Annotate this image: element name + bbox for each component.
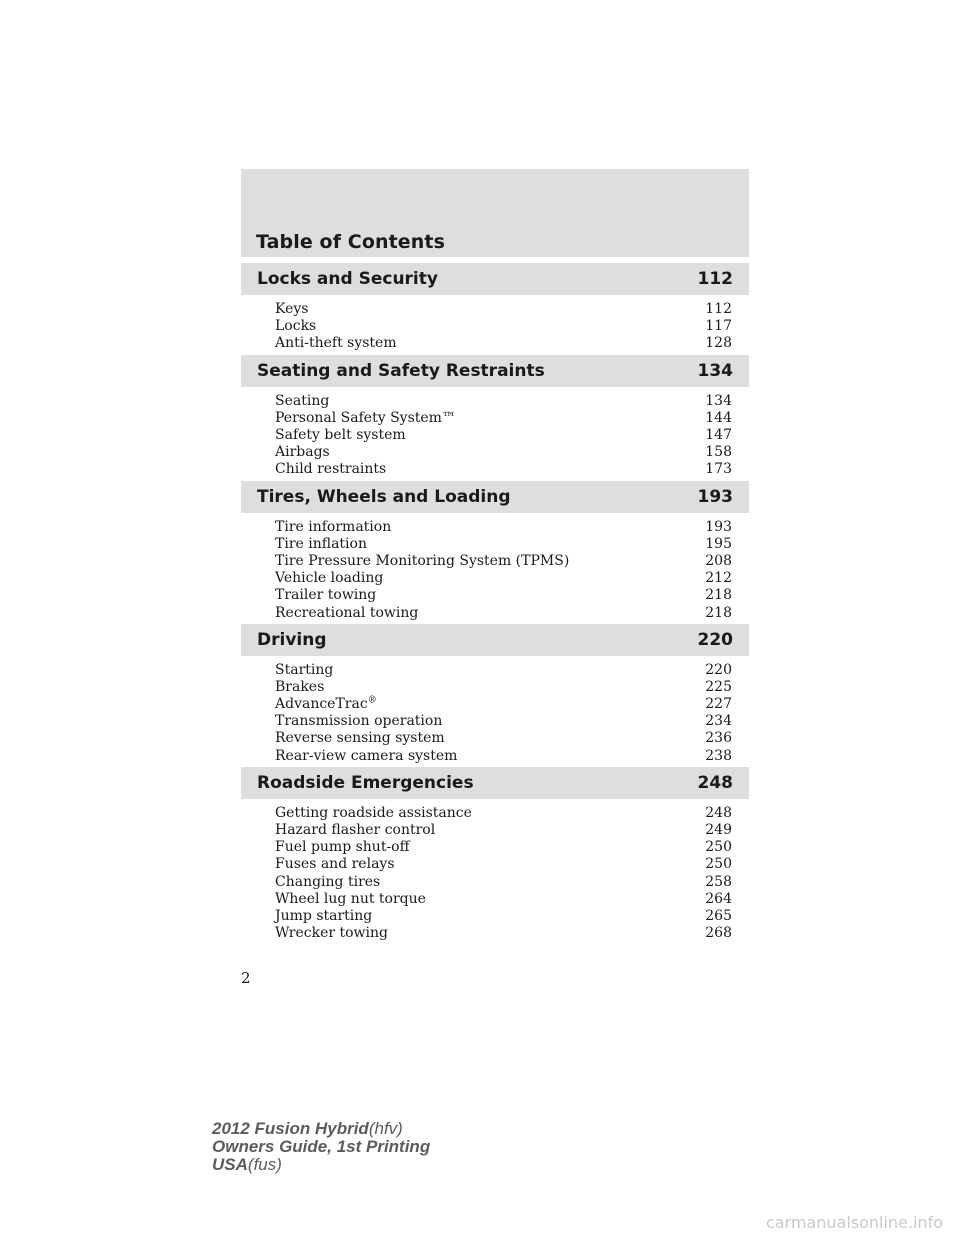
toc-entry[interactable] <box>241 874 749 891</box>
entry-page: 212 <box>705 570 732 587</box>
entry-label: Fuses and relays <box>275 856 395 873</box>
section-title: Driving <box>257 629 327 650</box>
toc-entry[interactable] <box>241 839 749 856</box>
entry-label-wrap <box>275 519 391 536</box>
entry-page: 134 <box>705 392 732 409</box>
entry-label-wrap <box>275 570 383 587</box>
entry-label-wrap <box>275 553 569 570</box>
section-page: 220 <box>697 629 733 650</box>
entry-label: Trailer towing <box>275 587 377 604</box>
entry-page: 218 <box>705 604 732 621</box>
entry-page: 193 <box>705 518 732 535</box>
entry-page: 248 <box>705 804 732 821</box>
entry-label-wrap <box>275 748 457 765</box>
entry-page: 264 <box>705 890 732 907</box>
entry-list <box>241 656 749 767</box>
entry-label-wrap <box>275 696 377 713</box>
entry-label-wrap <box>275 822 435 839</box>
entry-label-wrap <box>275 444 330 461</box>
entry-label: AdvanceTrac <box>275 696 368 713</box>
entry-label: Wrecker towing <box>275 925 388 942</box>
entry-page: 265 <box>705 907 732 924</box>
entry-label: Rear-view camera system <box>275 747 458 764</box>
toc-entry[interactable] <box>241 604 749 621</box>
entry-label: Recreational towing <box>275 604 419 621</box>
section-heading[interactable] <box>241 767 749 799</box>
entry-label-wrap <box>275 713 442 730</box>
section-heading[interactable] <box>241 355 749 387</box>
entry-label: Brakes <box>275 678 325 695</box>
entry-label: Fuel pump shut-off <box>275 839 410 856</box>
entry-page: 258 <box>705 873 732 890</box>
toc-entry[interactable] <box>241 553 749 570</box>
toc-entry[interactable] <box>241 393 749 410</box>
entry-page: 220 <box>705 661 732 678</box>
entry-page: 225 <box>705 678 732 695</box>
toc-entry[interactable] <box>241 570 749 587</box>
toc-section <box>241 263 749 355</box>
footer-line-1 <box>212 1120 430 1138</box>
entry-label: Transmission operation <box>275 713 443 730</box>
footer-model: 2012 Fusion Hybrid <box>212 1119 369 1138</box>
entry-label: Keys <box>275 301 309 318</box>
entry-label-wrap <box>275 662 333 679</box>
section-title: Seating and Safety Restraints <box>257 360 545 381</box>
entry-label: Vehicle loading <box>275 570 384 587</box>
entry-label-wrap <box>275 427 406 444</box>
entry-page: 250 <box>705 839 732 856</box>
section-title: Tires, Wheels and Loading <box>257 486 511 507</box>
entry-list <box>241 387 749 481</box>
entry-page: 195 <box>705 535 732 552</box>
entry-list <box>241 799 749 945</box>
toc-entry[interactable] <box>241 925 749 942</box>
entry-page: 128 <box>705 335 732 352</box>
entry-label-wrap <box>275 730 445 747</box>
toc-entry[interactable] <box>241 301 749 318</box>
toc-entry[interactable] <box>241 891 749 908</box>
toc-section <box>241 481 749 624</box>
entry-label-wrap <box>275 908 372 925</box>
entry-page: 268 <box>705 925 732 942</box>
entry-list <box>241 513 749 624</box>
toc-entry[interactable] <box>241 856 749 873</box>
entry-label: Starting <box>275 661 334 678</box>
entry-page: 249 <box>705 822 732 839</box>
table-of-contents <box>241 263 749 944</box>
toc-entry[interactable] <box>241 908 749 925</box>
entry-label-wrap <box>275 461 386 478</box>
entry-label: Jump starting <box>275 907 373 924</box>
entry-label: Airbags <box>275 444 330 461</box>
entry-label: Child restraints <box>275 461 387 478</box>
entry-label: Changing tires <box>275 873 381 890</box>
section-page: 134 <box>697 360 733 381</box>
entry-label-wrap <box>275 393 329 410</box>
section-page: 112 <box>697 269 733 289</box>
registered-mark: ® <box>367 695 377 706</box>
entry-page: 144 <box>705 409 732 426</box>
entry-label-wrap <box>275 805 472 822</box>
entry-label-wrap <box>275 410 456 427</box>
entry-label: Safety belt system <box>275 427 406 444</box>
page-title: Table of Contents <box>256 231 445 253</box>
footer-line-3 <box>212 1156 430 1174</box>
entry-label: Getting roadside assistance <box>275 804 472 821</box>
toc-entry[interactable] <box>241 335 749 352</box>
entry-page: 112 <box>705 301 732 318</box>
entry-label-wrap <box>275 839 410 856</box>
entry-page: 250 <box>705 856 732 873</box>
entry-label: Personal Safety System™ <box>275 409 456 426</box>
toc-header <box>241 169 749 257</box>
entry-page: 158 <box>705 444 732 461</box>
section-page: 193 <box>697 486 733 507</box>
entry-label-wrap <box>275 605 418 622</box>
entry-label: Tire Pressure Monitoring System (TPMS) <box>275 552 570 569</box>
entry-label-wrap <box>275 301 308 318</box>
entry-page: 236 <box>705 730 732 747</box>
toc-entry[interactable] <box>241 679 749 696</box>
entry-page: 117 <box>705 318 732 335</box>
footer-printing: Owners Guide, 1st Printing <box>212 1137 431 1156</box>
entry-label: Anti-theft system <box>275 335 397 352</box>
section-heading[interactable] <box>241 263 749 295</box>
toc-entry[interactable] <box>241 410 749 427</box>
toc-entry[interactable] <box>241 730 749 747</box>
toc-entry[interactable] <box>241 318 749 335</box>
entry-label-wrap <box>275 925 388 942</box>
toc-section <box>241 767 749 945</box>
entry-label: Locks <box>275 318 317 335</box>
toc-section <box>241 624 749 767</box>
toc-section <box>241 355 749 481</box>
toc-entry[interactable] <box>241 822 749 839</box>
entry-label-wrap <box>275 874 380 891</box>
section-heading[interactable] <box>241 624 749 656</box>
toc-entry[interactable] <box>241 461 749 478</box>
toc-entry[interactable] <box>241 536 749 553</box>
watermark: carmanualsonline.info <box>765 1213 943 1232</box>
toc-entry[interactable] <box>241 587 749 604</box>
entry-label-wrap <box>275 536 367 553</box>
footer-market-code: (fus) <box>247 1155 282 1174</box>
section-heading[interactable] <box>241 481 749 513</box>
toc-entry[interactable] <box>241 748 749 765</box>
entry-label-wrap <box>275 679 324 696</box>
entry-label: Seating <box>275 392 330 409</box>
entry-label: Reverse sensing system <box>275 730 445 747</box>
entry-label-wrap <box>275 856 395 873</box>
footer-market: USA <box>212 1155 248 1174</box>
entry-label: Tire inflation <box>275 535 367 552</box>
toc-entry[interactable] <box>241 444 749 461</box>
entry-label-wrap <box>275 587 376 604</box>
entry-label-wrap <box>275 318 316 335</box>
entry-label-wrap <box>275 891 426 908</box>
entry-page: 227 <box>705 696 732 713</box>
entry-list <box>241 295 749 355</box>
toc-entry[interactable] <box>241 662 749 679</box>
section-title: Roadside Emergencies <box>257 772 474 793</box>
toc-entry[interactable] <box>241 805 749 822</box>
entry-label-wrap <box>275 335 397 352</box>
toc-entry[interactable] <box>241 427 749 444</box>
document-footer <box>212 1120 430 1174</box>
toc-entry[interactable] <box>241 713 749 730</box>
entry-label: Hazard flasher control <box>275 822 436 839</box>
footer-model-code: (hfv) <box>368 1119 403 1138</box>
footer-line-2 <box>212 1138 430 1156</box>
entry-page: 147 <box>705 427 732 444</box>
entry-page: 218 <box>705 587 732 604</box>
entry-label: Wheel lug nut torque <box>275 890 426 907</box>
section-title: Locks and Security <box>257 269 438 289</box>
page-number: 2 <box>241 969 251 987</box>
entry-page: 238 <box>705 747 732 764</box>
entry-label: Tire information <box>275 518 392 535</box>
entry-page: 234 <box>705 713 732 730</box>
toc-entry[interactable] <box>241 519 749 536</box>
entry-page: 208 <box>705 552 732 569</box>
toc-entry[interactable] <box>241 696 749 713</box>
entry-page: 173 <box>705 461 732 478</box>
section-page: 248 <box>697 772 733 793</box>
